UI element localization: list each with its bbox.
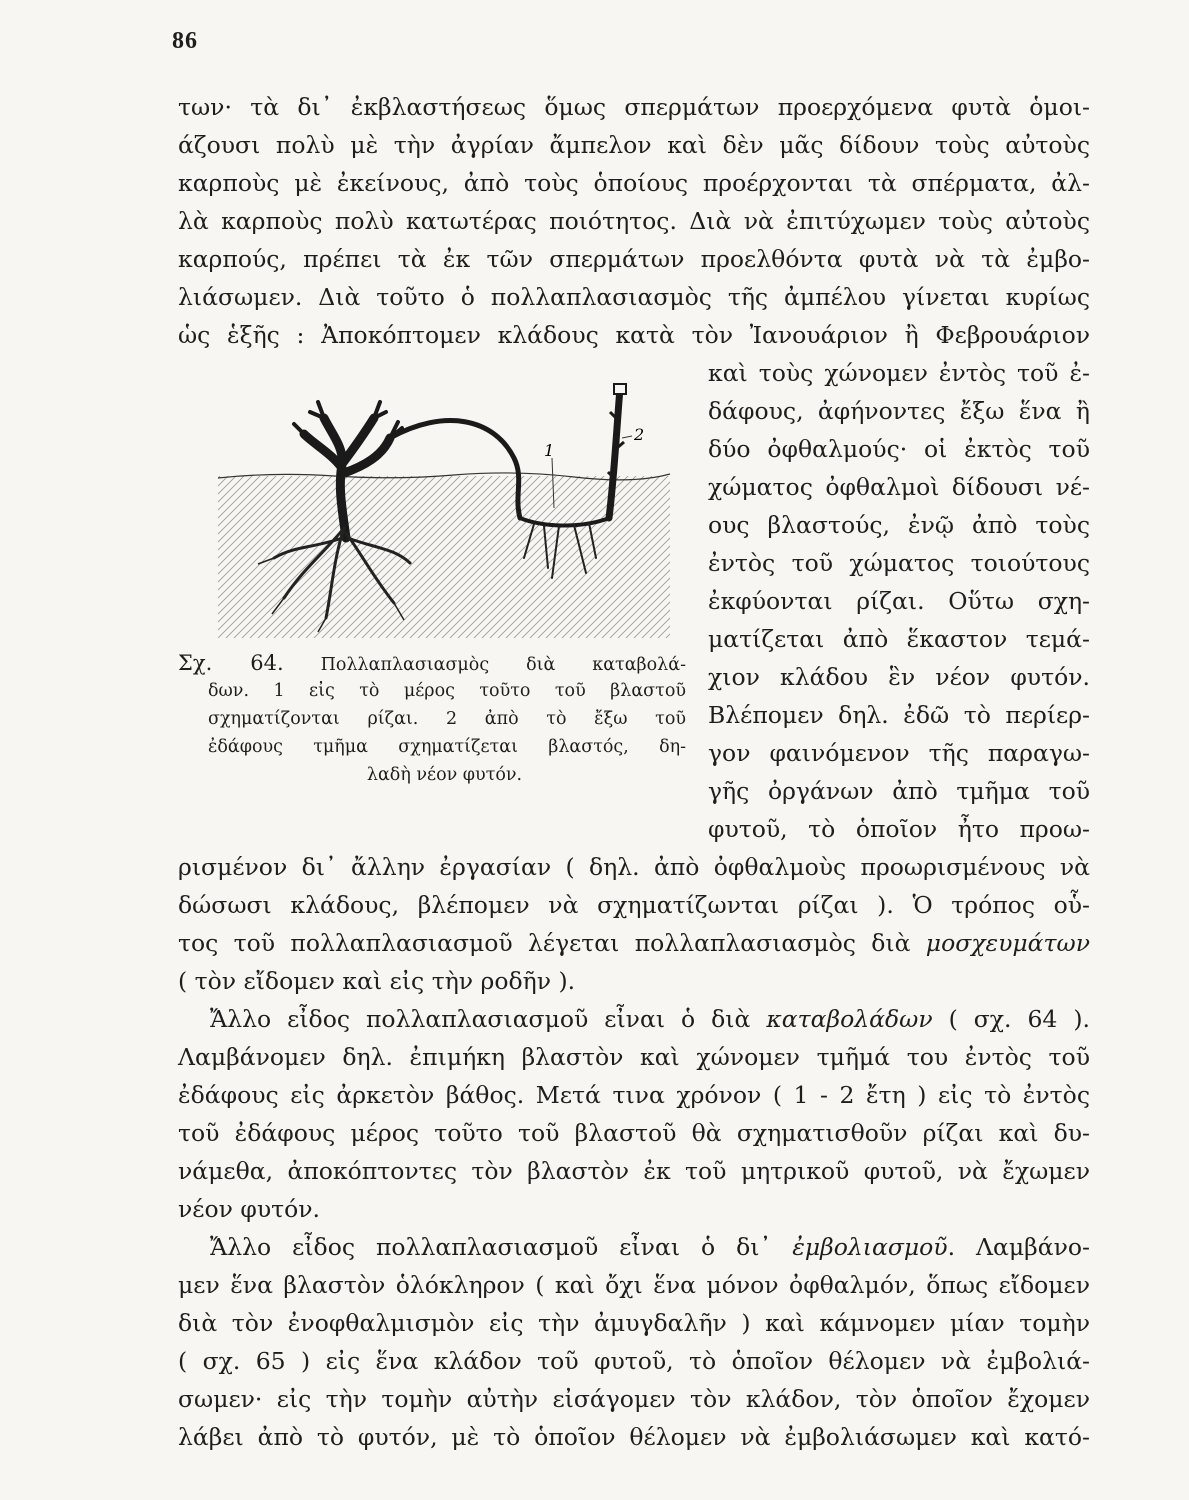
figure-layering-illustration <box>214 378 684 650</box>
text-line: μεν ἕνα βλαστὸν ὁλόκληρον ( καὶ ὄχι ἕνα μόνον ὀφθαλμόν, ὅπως εἴδομεν <box>178 1271 1090 1299</box>
text-line: νέον φυτόν. <box>178 1195 321 1223</box>
text-line: νάμεθα, ἀποκόπτοντες τὸν βλαστὸν ἐκ τοῦ μητρικοῦ φυτοῦ, νὰ ἔχωμεν <box>178 1157 1090 1185</box>
text-line: ( τὸν εἴδομεν καὶ εἰς τὴν ροδῆν ). <box>178 967 576 995</box>
text-line: διὰ τὸν ἐνοφθαλμισμὸν εἰς τὴν ἀμυγδαλῆν ) καὶ κάμνομεν μίαν τομὴν <box>178 1309 1090 1337</box>
text-line: ὡς ἑξῆς : Ἀποκόπτομεν κλάδους κατὰ τὸν Ἰανουάριον ἢ Φεβρουάριον <box>178 321 1090 349</box>
paragraph-start-line <box>210 1004 1090 1034</box>
figure-caption-line: ἐδάφους τμῆμα σχηματίζεται βλαστός, δη- <box>208 737 686 757</box>
text-line: γῆς ὀργάνων ἀπὸ τμῆμα τοῦ <box>708 777 1090 805</box>
text-line: δάφους, ἀφήνοντες ἔξω ἕνα ἢ <box>708 397 1090 425</box>
page-number: 86 <box>172 28 198 54</box>
term-moschevmaton: μοσχευμάτων <box>925 929 1090 957</box>
text-line: λὰ καρποὺς πολὺ κατωτέρας ποιότητος. Διὰ νὰ ἐπιτύχωμεν τοὺς αὐτοὺς <box>178 207 1090 235</box>
text-span: Ἄλλο εἶδος πολλαπλασιασμοῦ εἶναι ὁ διὰ <box>210 1005 751 1033</box>
text-line: ( σχ. 65 ) εἰς ἕνα κλάδον τοῦ φυτοῦ, τὸ ὁποῖον θέλομεν νὰ ἐμβολιά- <box>178 1347 1090 1375</box>
soil-block <box>218 476 670 638</box>
figure-caption-line: σχηματίζονται ρίζαι. 2 ἀπὸ τὸ ἔξω τοῦ <box>208 709 686 729</box>
text-line: ἐδάφους εἰς ἀρκετὸν βάθος. Μετά τινα χρόνον ( 1 - 2 ἔτη ) εἰς τὸ ἐντὸς <box>178 1081 1090 1109</box>
text-span: Ἄλλο εἶδος πολλαπλασιασμοῦ εἶναι ὁ δι᾽ <box>210 1233 772 1261</box>
text-line: ἐντὸς τοῦ χώματος τοιούτους <box>708 549 1090 577</box>
text-line: των· τὰ δι᾽ ἐκβλαστήσεως ὅμως σπερμάτων προερχόμενα φυτὰ ὁμοι- <box>178 93 1090 121</box>
text-line: ους βλαστούς, ἐνῷ ἀπὸ τοὺς <box>708 511 1090 539</box>
term-katavoladon: καταβολάδων <box>766 1005 933 1033</box>
figure-caption-line <box>178 652 686 676</box>
text-line: λιάσωμεν. Διὰ τοῦτο ὁ πολλαπλασιασμὸς τῆς ἀμπέλου γίνεται κυρίως <box>178 283 1090 311</box>
text-line: σωμεν· εἰς τὴν τομὴν αὐτὴν εἰσάγομεν τὸν κλάδον, τὸν ὁποῖον ἔχομεν <box>178 1385 1090 1413</box>
text-span: τος τοῦ πολλαπλασιασμοῦ λέγεται πολλαπλασιασμὸς διὰ <box>178 929 911 957</box>
text-line <box>178 928 1090 958</box>
text-line: δύο ὀφθαλμούς· οἱ ἐκτὸς τοῦ <box>708 435 1090 463</box>
text-line: Βλέπομεν δηλ. ἐδῶ τὸ περίερ- <box>708 701 1090 729</box>
figure-label-1: 1 <box>544 441 555 460</box>
text-line: φυτοῦ, τὸ ὁποῖον ἦτο προω- <box>708 815 1090 843</box>
text-line: γον φαινόμενον τῆς παραγω- <box>708 739 1090 767</box>
text-line: καρπούς, πρέπει τὰ ἐκ τῶν σπερμάτων προελθόντα φυτὰ νὰ τὰ ἐμβο- <box>178 245 1090 273</box>
text-span: . Λαμβάνο- <box>947 1233 1090 1261</box>
figure-caption-line: δων. 1 εἰς τὸ μέρος τοῦτο τοῦ βλαστοῦ <box>208 681 686 701</box>
text-line: καρποὺς μὲ ἐκείνους, ἀπὸ τοὺς ὁποίους προέρχονται τὰ σπέρματα, ἀλ- <box>178 169 1090 197</box>
text-line: ματίζεται ἀπὸ ἕκαστον τεμά- <box>708 625 1090 653</box>
text-line: άζουσι πολὺ μὲ τὴν ἀγρίαν ἄμπελον καὶ δὲν μᾶς δίδουν τοὺς αὐτοὺς <box>178 131 1090 159</box>
text-line: καὶ τοὺς χώνομεν ἐντὸς τοῦ ἐ- <box>708 359 1090 387</box>
text-line: χώματος ὀφθαλμοὶ δίδουσι νέ- <box>708 473 1090 501</box>
figure-label-2: 2 <box>634 425 645 444</box>
text-line: χιον κλάδου ἓν νέον φυτόν. <box>708 663 1090 691</box>
text-line: λάβει ἀπὸ τὸ φυτόν, μὲ τὸ ὁποῖον θέλομεν νὰ ἐμβολιάσωμεν καὶ κατό- <box>178 1423 1090 1451</box>
paragraph-start-line <box>210 1232 1090 1262</box>
vine-layering-drawing <box>214 378 684 650</box>
figure-caption-line: λαδὴ νέον φυτόν. <box>366 765 523 785</box>
text-line: τοῦ ἐδάφους μέρος τοῦτο τοῦ βλαστοῦ θὰ σχηματισθοῦν ρίζαι καὶ δυ- <box>178 1119 1090 1147</box>
figure-caption-lead: Σχ. 64. <box>178 651 284 675</box>
text-line: ρισμένον δι᾽ ἄλλην ἐργασίαν ( δηλ. ἀπὸ ὀφθαλμοὺς προωρισμένους νὰ <box>178 853 1090 881</box>
term-emvoliasmou: ἐμβολιασμοῦ <box>792 1233 948 1261</box>
text-line: δώσωσι κλάδους, βλέπομεν νὰ σχηματίζωνται ρίζαι ). Ὁ τρόπος οὗ- <box>178 891 1090 919</box>
text-line: ἐκφύονται ρίζαι. Οὕτω σχη- <box>708 587 1090 615</box>
text-span: ( σχ. 64 ). <box>948 1005 1090 1033</box>
text-line: Λαμβάνομεν δηλ. ἐπιμήκη βλαστὸν καὶ χώνομεν τμῆμά του ἐντὸς τοῦ <box>178 1043 1090 1071</box>
figure-caption-text: Πολλαπλασιασμὸς διὰ καταβολά- <box>320 655 686 675</box>
